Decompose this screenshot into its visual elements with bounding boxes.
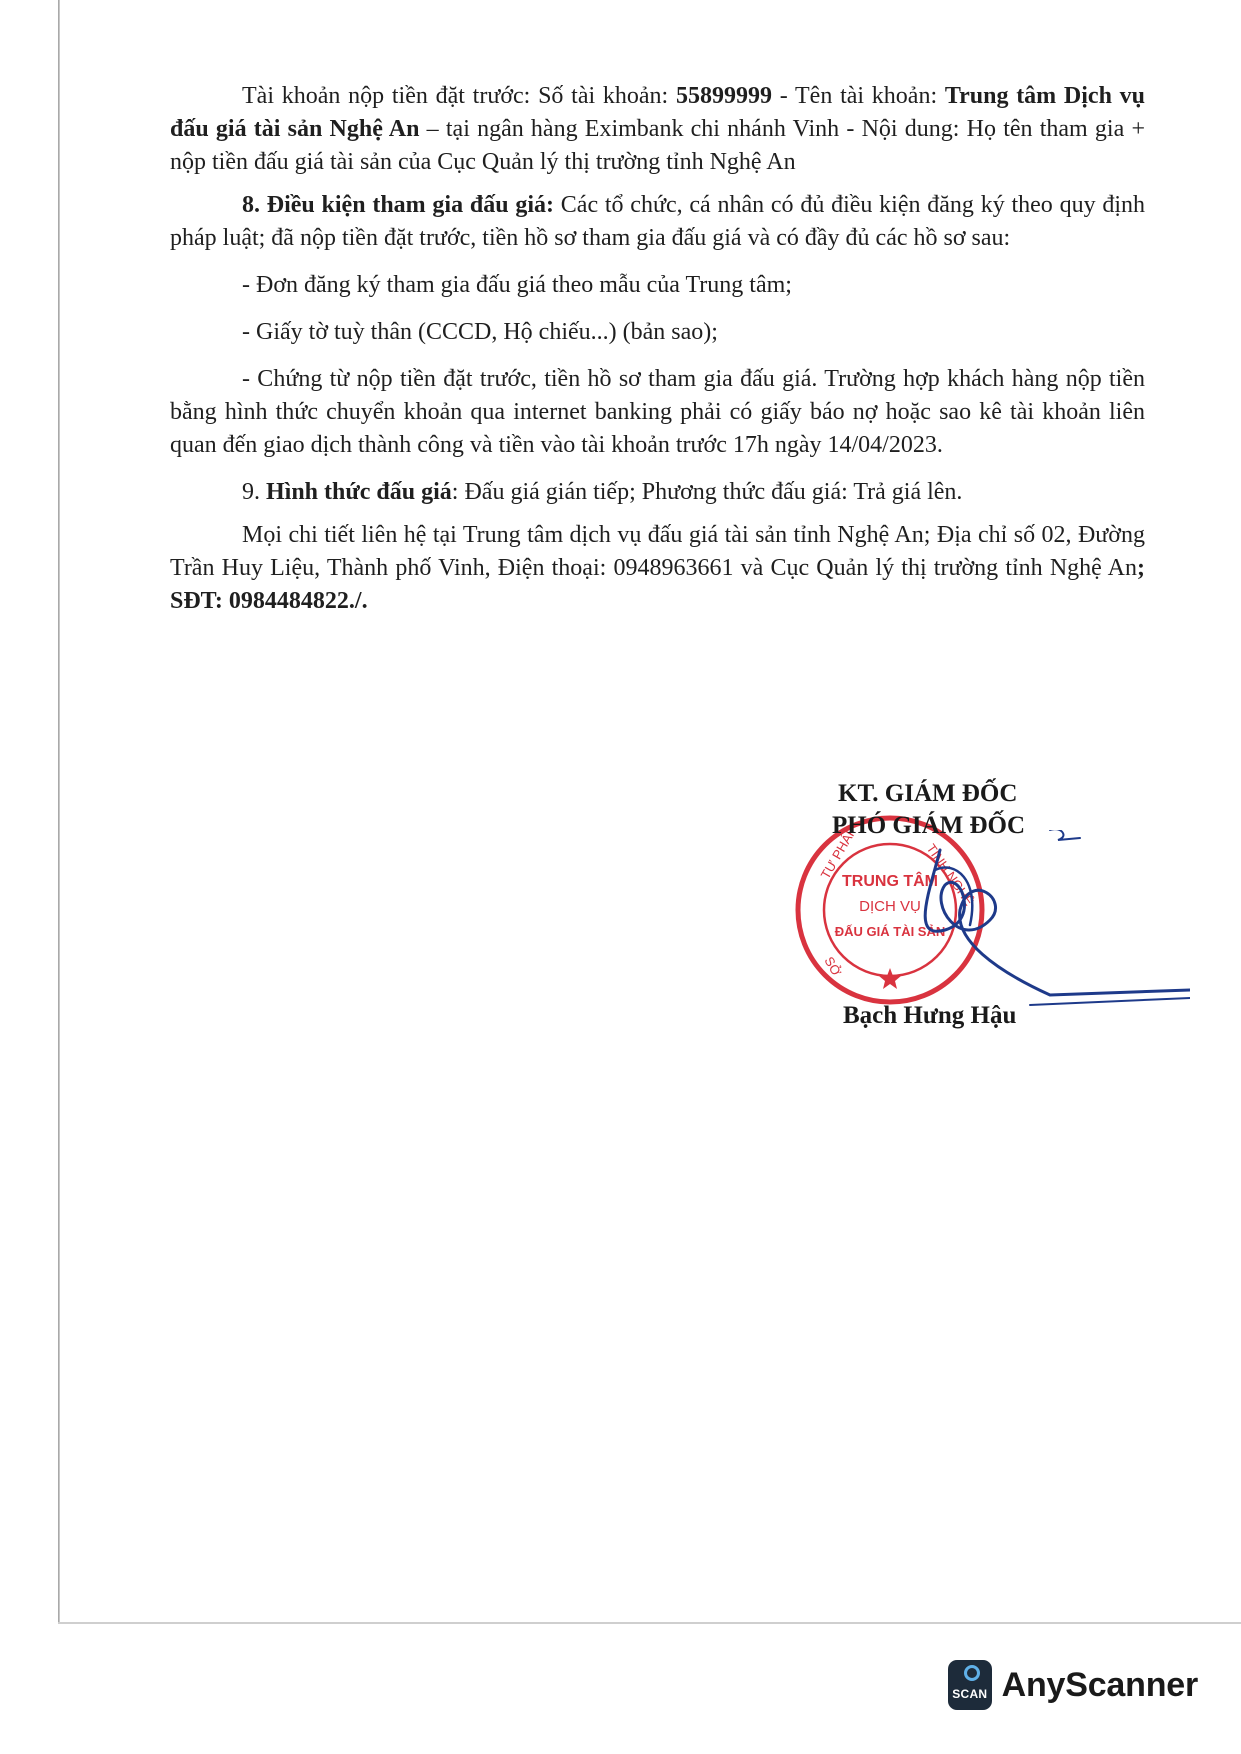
- seal-ring-small: SỞ: [821, 954, 845, 979]
- account-paragraph: Tài khoản nộp tiền đặt trước: Số tài khoản: 55899999 - Tên tài khoản: Trung tâm Dịch vụ đấu giá tài sản Nghệ An – tại ngân hàng Eximbank chi nhánh Vinh - Nội dung: Họ tên tham gia + nộp tiền đấu giá tài sản của Cục Quản lý thị trường tỉnh Nghệ An: [170, 83, 1146, 175]
- section-8-text: Các tổ chức, cá nhân có đủ điều kiện đăng ký theo quy định pháp luật; đã nộp tiền đặt trước, tiền hồ sơ tham gia đấu giá và có đầy đủ các hồ sơ sau:: [170, 192, 1146, 251]
- scan-ring-icon: [964, 1665, 980, 1681]
- bullet-item-1: - Đơn đăng ký tham gia đấu giá theo mẫu của Trung tâm;: [242, 272, 792, 298]
- section-8-heading: 8. Điều kiện tham gia đấu giá:: [242, 192, 555, 218]
- document-body: [170, 80, 1145, 618]
- bullet-item-2: - Giấy tờ tuỳ thân (CCCD, Hộ chiếu...) (bản sao);: [242, 319, 718, 345]
- signer-subtitle: PHÓ GIÁM ĐỐC: [832, 812, 1026, 839]
- signer-title: KT. GIÁM ĐỐC: [838, 780, 1018, 807]
- handwritten-signature-icon: [900, 830, 1190, 1020]
- bullet-item-3: - Chứng từ nộp tiền đặt trước, tiền hồ sơ tham gia đấu giá. Trường hợp khách hàng nộp tiền bằng hình thức chuyển khoản qua internet banking phải có giấy báo nợ hoặc sao kê tài khoản liên quan đến giao dịch thành công và tiền vào tài khoản trước 17h ngày 14/04/2023.: [170, 366, 1145, 458]
- account-name: Trung tâm Dịch vụ đấu giá tài sản Nghệ An: [170, 83, 1146, 142]
- scan-app-icon: [948, 1660, 992, 1710]
- section-9-text: : Đấu giá gián tiếp; Phương thức đấu giá: Trả giá lên.: [451, 479, 963, 505]
- page-edge-left: [58, 0, 60, 1624]
- contact-paragraph: Mọi chi tiết liên hệ tại Trung tâm dịch vụ đấu giá tài sản tỉnh Nghệ An; Địa chỉ số 02, Đường Trần Huy Liệu, Thành phố Vinh, Điện thoại: 0948963661 và Cục Quản lý thị trường tỉnh Nghệ An; SĐT: 0984484822./.: [170, 522, 1145, 614]
- seal-star-icon: [879, 968, 901, 989]
- scanner-app-name: AnyScanner: [1001, 1665, 1198, 1704]
- account-number: 55899999: [675, 83, 772, 109]
- anyscanner-watermark: [948, 1655, 1198, 1715]
- section-9-heading: Hình thức đấu giá: [266, 479, 452, 505]
- seal-ring-left: TƯ PHÁP: [817, 823, 860, 882]
- seal-line-3: ĐẤU GIÁ TÀI SẢN: [834, 924, 946, 939]
- seal-ring-right: TỈNH NGHỆ: [923, 841, 977, 909]
- page-edge-bottom: [58, 1622, 1241, 1624]
- seal-line-1: TRUNG TÂM: [842, 873, 938, 890]
- seal-line-2: DỊCH VỤ: [859, 898, 921, 915]
- section-9: 9. Hình thức đấu giá: Đấu giá gián tiếp; Phương thức đấu giá: Trả giá lên.: [242, 479, 963, 505]
- section-8: [170, 189, 1145, 255]
- signer-name: Bạch Hưng Hậu: [843, 1002, 1017, 1029]
- scan-icon-label: SCAN: [952, 1687, 988, 1701]
